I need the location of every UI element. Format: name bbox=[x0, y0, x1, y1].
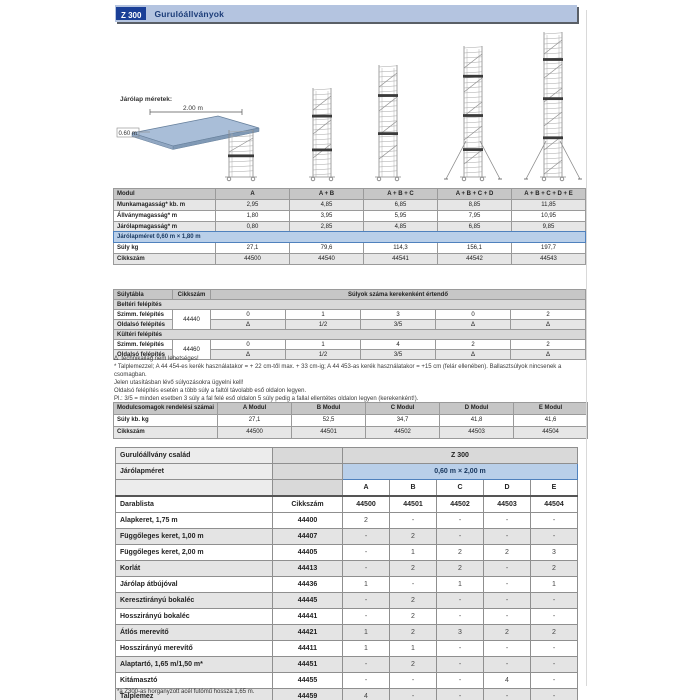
column-header: E Modul bbox=[514, 403, 588, 415]
part-code: 44400 bbox=[273, 513, 343, 529]
value-cell: 4,85 bbox=[290, 200, 364, 211]
value-cell: Δ bbox=[436, 320, 511, 330]
module-column-header: D bbox=[484, 480, 531, 497]
part-qty: - bbox=[531, 529, 578, 545]
part-qty: - bbox=[437, 689, 484, 700]
value-cell: 7,95 bbox=[438, 211, 512, 222]
part-qty: 1 bbox=[531, 577, 578, 593]
parts-table-footnote: *a Z300-as horganyzott acél futómű hossza 1,65 m. bbox=[117, 689, 255, 695]
part-qty: - bbox=[437, 673, 484, 689]
value-cell: 0 bbox=[436, 310, 511, 320]
value-cell: 3 bbox=[361, 310, 436, 320]
part-qty: - bbox=[484, 561, 531, 577]
platform-size-value: 0,60 m × 2,00 m bbox=[343, 464, 578, 480]
value-cell: Δ bbox=[211, 350, 286, 360]
part-qty: - bbox=[343, 561, 390, 577]
column-header: A + B + C + D + E bbox=[512, 189, 586, 200]
product-code-badge: Z 300 bbox=[116, 7, 146, 20]
article-number: 44440 bbox=[173, 310, 211, 330]
part-name: Alapkeret, 1,75 m bbox=[116, 513, 273, 529]
module-column-header: E bbox=[531, 480, 578, 497]
row-label: Szimm. felépítés bbox=[114, 310, 173, 320]
part-qty: 1 bbox=[343, 625, 390, 641]
value-cell: Δ bbox=[211, 320, 286, 330]
platform-dimensions-label: Járólap méretek: bbox=[120, 96, 173, 103]
value-cell: 1,80 bbox=[216, 211, 290, 222]
value-cell: 11,85 bbox=[512, 200, 586, 211]
part-code: 44455 bbox=[273, 673, 343, 689]
value-cell: 1/2 bbox=[286, 320, 361, 330]
value-cell: 6,85 bbox=[364, 200, 438, 211]
platform-label: Járólapméret bbox=[116, 464, 273, 480]
value-cell: 2 bbox=[511, 310, 586, 320]
part-qty: - bbox=[390, 513, 437, 529]
part-code: 44421 bbox=[273, 625, 343, 641]
part-code: 44441 bbox=[273, 609, 343, 625]
part-qty: - bbox=[390, 673, 437, 689]
family-label: Gurulóállvány család bbox=[116, 448, 273, 464]
value-cell: 27,1 bbox=[218, 415, 292, 427]
row-label: Cikkszám bbox=[114, 427, 218, 439]
value-cell: 3,95 bbox=[290, 211, 364, 222]
part-qty: - bbox=[484, 609, 531, 625]
scaffold-illustration-3 bbox=[360, 63, 416, 182]
part-qty: - bbox=[343, 593, 390, 609]
spacer-cell bbox=[273, 480, 343, 497]
value-cell: 2 bbox=[511, 340, 586, 350]
footnote-line: Jelen utasításban lévő súlyozásokra ügyelni kell! bbox=[114, 380, 244, 386]
column-header: A Modul bbox=[218, 403, 292, 415]
part-qty: - bbox=[437, 609, 484, 625]
part-qty: 2 bbox=[531, 561, 578, 577]
cikkszam-label: Cikkszám bbox=[273, 496, 343, 513]
part-qty: 2 bbox=[437, 545, 484, 561]
value-cell: 44500 bbox=[218, 427, 292, 439]
value-cell: 4,85 bbox=[364, 222, 438, 233]
footnote-line: Oldalsó felépítés esetén a több súly a faltól távolabb eső oldalon legyen. bbox=[114, 388, 307, 394]
part-qty: 2 bbox=[531, 625, 578, 641]
part-qty: - bbox=[343, 545, 390, 561]
scaffold-illustration-2 bbox=[294, 86, 350, 182]
part-qty: - bbox=[531, 657, 578, 673]
value-cell: 27,1 bbox=[216, 243, 290, 254]
module-article-number: 44504 bbox=[531, 496, 578, 513]
part-qty: - bbox=[343, 673, 390, 689]
module-article-number: 44503 bbox=[484, 496, 531, 513]
value-cell: 52,5 bbox=[292, 415, 366, 427]
part-code: 44411 bbox=[273, 641, 343, 657]
part-qty: 2 bbox=[390, 593, 437, 609]
part-qty: - bbox=[484, 593, 531, 609]
part-name: Korlát bbox=[116, 561, 273, 577]
part-qty: 1 bbox=[390, 641, 437, 657]
part-qty: - bbox=[390, 689, 437, 700]
part-name: Alaptartó, 1,65 m/1,50 m* bbox=[116, 657, 273, 673]
part-name: Járólap átbújóval bbox=[116, 577, 273, 593]
part-qty: 2 bbox=[343, 513, 390, 529]
part-code: 44451 bbox=[273, 657, 343, 673]
row-label: Oldalsó felépítés bbox=[114, 350, 173, 360]
column-header: A + B bbox=[290, 189, 364, 200]
value-cell: 1/2 bbox=[286, 350, 361, 360]
part-qty: - bbox=[531, 689, 578, 700]
footnotes bbox=[114, 355, 586, 403]
part-qty: 2 bbox=[390, 609, 437, 625]
part-qty: 3 bbox=[531, 545, 578, 561]
part-name: Átlós merevítő bbox=[116, 625, 273, 641]
value-cell: Δ bbox=[511, 320, 586, 330]
part-qty: - bbox=[531, 609, 578, 625]
value-cell: 114,3 bbox=[364, 243, 438, 254]
scaffold-illustration-4 bbox=[441, 44, 505, 182]
part-name: Talplemez bbox=[116, 689, 273, 700]
part-qty: 2 bbox=[390, 625, 437, 641]
part-code: 44413 bbox=[273, 561, 343, 577]
part-name: Hosszirányú bokaléc bbox=[116, 609, 273, 625]
spacer-cell bbox=[273, 448, 343, 464]
part-code: 44445 bbox=[273, 593, 343, 609]
module-article-number: 44502 bbox=[437, 496, 484, 513]
part-qty: - bbox=[437, 641, 484, 657]
value-cell: 44504 bbox=[514, 427, 588, 439]
part-qty: - bbox=[343, 529, 390, 545]
row-label: Szimm. felépítés bbox=[114, 340, 173, 350]
value-cell: 0 bbox=[211, 310, 286, 320]
value-cell: 8,85 bbox=[438, 200, 512, 211]
module-column-header: B bbox=[390, 480, 437, 497]
value-cell: 3/5 bbox=[361, 320, 436, 330]
value-cell: 4 bbox=[361, 340, 436, 350]
value-cell: 41,8 bbox=[440, 415, 514, 427]
part-qty: 2 bbox=[484, 625, 531, 641]
value-cell: 44540 bbox=[290, 254, 364, 265]
page-edge-shadow bbox=[586, 10, 587, 686]
part-qty: 2 bbox=[390, 529, 437, 545]
value-cell: 44500 bbox=[216, 254, 290, 265]
article-number: 44460 bbox=[173, 340, 211, 360]
spacer-cell bbox=[273, 464, 343, 480]
part-qty: 4 bbox=[484, 673, 531, 689]
value-cell: 3/5 bbox=[361, 350, 436, 360]
part-qty: - bbox=[484, 529, 531, 545]
part-code: 44407 bbox=[273, 529, 343, 545]
value-cell: 156,1 bbox=[438, 243, 512, 254]
part-qty: 2 bbox=[437, 561, 484, 577]
part-qty: - bbox=[484, 641, 531, 657]
platform-width-label: 0.60 m bbox=[118, 131, 137, 137]
part-qty: - bbox=[343, 657, 390, 673]
part-qty: - bbox=[531, 593, 578, 609]
column-header: C Modul bbox=[366, 403, 440, 415]
part-qty: - bbox=[531, 641, 578, 657]
scaffold-illustration-1 bbox=[206, 128, 276, 182]
part-qty: - bbox=[531, 513, 578, 529]
value-cell: 6,85 bbox=[438, 222, 512, 233]
value-cell: Δ bbox=[511, 350, 586, 360]
column-header: Modul bbox=[114, 189, 216, 200]
row-label: Súly kg bbox=[114, 243, 216, 254]
module-column-header: C bbox=[437, 480, 484, 497]
part-qty: 1 bbox=[437, 577, 484, 593]
part-qty: - bbox=[437, 513, 484, 529]
value-cell: 0,80 bbox=[216, 222, 290, 233]
scaffold-illustration-5 bbox=[521, 30, 585, 182]
column-header: Súlyok száma kerekenként értendő bbox=[211, 290, 586, 300]
column-header: A + B + C bbox=[364, 189, 438, 200]
value-cell: 44542 bbox=[438, 254, 512, 265]
part-name: Hosszirányú merevítő bbox=[116, 641, 273, 657]
row-label: Állványmagasság* m bbox=[114, 211, 216, 222]
part-qty: 2 bbox=[484, 545, 531, 561]
ballast-weights-table bbox=[113, 289, 586, 360]
part-qty: - bbox=[437, 593, 484, 609]
footnote-line: Δ: technikailag nem lehetséges! bbox=[114, 356, 199, 362]
row-label: Munkamagasság* kb. m bbox=[114, 200, 216, 211]
page-title: Gurulóállványok bbox=[154, 8, 225, 19]
footnote-line: * Talplemezzel; A 44 454-es kerék használatakor = + 22 cm-től max. + 33 cm-ig; A 44 453-as kerék használatakor = +15 cm (felár ellenében). Ballasztsúlyok nincsenek a csomagban. bbox=[114, 364, 562, 378]
column-header: A bbox=[216, 189, 290, 200]
module-heights-table bbox=[113, 188, 586, 233]
part-qty: - bbox=[437, 529, 484, 545]
page-header bbox=[115, 5, 577, 22]
section-header: Kültéri felépítés bbox=[114, 330, 586, 340]
row-label: Oldalsó felépítés bbox=[114, 320, 173, 330]
module-packages-table bbox=[113, 402, 588, 439]
value-cell: 44503 bbox=[440, 427, 514, 439]
row-label: Járólapmagasság* m bbox=[114, 222, 216, 233]
value-cell: 34,7 bbox=[366, 415, 440, 427]
value-cell: 5,95 bbox=[364, 211, 438, 222]
value-cell: 41,6 bbox=[514, 415, 588, 427]
module-article-number: 44500 bbox=[343, 496, 390, 513]
part-qty: 1 bbox=[343, 577, 390, 593]
platform-size-header: Járólapméret 0,60 m × 1,80 m bbox=[114, 232, 586, 243]
row-label: Súly kb. kg bbox=[114, 415, 218, 427]
part-qty: - bbox=[484, 577, 531, 593]
module-column-header: A bbox=[343, 480, 390, 497]
value-cell: 1 bbox=[286, 340, 361, 350]
part-name: Keresztirányú bokaléc bbox=[116, 593, 273, 609]
platform-length-label: 2.00 m bbox=[183, 105, 203, 112]
row-label: Cikkszám bbox=[114, 254, 216, 265]
part-qty: 2 bbox=[390, 561, 437, 577]
column-header: Cikkszám bbox=[173, 290, 211, 300]
part-qty: - bbox=[437, 657, 484, 673]
footnote-line: Pl.: 3/5 = minden esetben 3 súly a fal felé eső oldalon 5 súly pedig a fallal ellentétes oldalon legyen (kerekenként!). bbox=[114, 396, 419, 402]
part-qty: 1 bbox=[343, 641, 390, 657]
value-cell: 2,85 bbox=[290, 222, 364, 233]
column-header: B Modul bbox=[292, 403, 366, 415]
part-code: 44405 bbox=[273, 545, 343, 561]
module-article-number: 44501 bbox=[390, 496, 437, 513]
value-cell: 44502 bbox=[366, 427, 440, 439]
column-header: D Modul bbox=[440, 403, 514, 415]
value-cell: 9,85 bbox=[512, 222, 586, 233]
part-name: Függőleges keret, 1,00 m bbox=[116, 529, 273, 545]
part-name: Függőleges keret, 2,00 m bbox=[116, 545, 273, 561]
table-title: Modulcsomagok rendelési számai bbox=[114, 403, 218, 415]
column-header: A + B + C + D bbox=[438, 189, 512, 200]
spacer-cell bbox=[116, 480, 273, 497]
part-qty: - bbox=[484, 657, 531, 673]
part-qty: 2 bbox=[390, 657, 437, 673]
value-cell: 2,95 bbox=[216, 200, 290, 211]
value-cell: 44543 bbox=[512, 254, 586, 265]
part-qty: - bbox=[343, 609, 390, 625]
part-name: Kitámasztó bbox=[116, 673, 273, 689]
value-cell: 44541 bbox=[364, 254, 438, 265]
part-qty: - bbox=[484, 513, 531, 529]
value-cell: 0 bbox=[211, 340, 286, 350]
value-cell: 79,6 bbox=[290, 243, 364, 254]
part-qty: - bbox=[531, 673, 578, 689]
platform-size-table bbox=[113, 231, 586, 265]
value-cell: 44501 bbox=[292, 427, 366, 439]
section-header: Beltéri felépítés bbox=[114, 300, 586, 310]
part-qty: - bbox=[484, 689, 531, 700]
value-cell: 197,7 bbox=[512, 243, 586, 254]
part-code: 44436 bbox=[273, 577, 343, 593]
family-value: Z 300 bbox=[343, 448, 578, 464]
parts-list-label: Darablista bbox=[116, 496, 273, 513]
value-cell: 1 bbox=[286, 310, 361, 320]
table-title: Súlytábla bbox=[114, 290, 173, 300]
value-cell: 2 bbox=[436, 340, 511, 350]
parts-list-table bbox=[115, 447, 578, 700]
value-cell: 10,95 bbox=[512, 211, 586, 222]
part-qty: 3 bbox=[437, 625, 484, 641]
part-code: 44459 bbox=[273, 689, 343, 700]
value-cell: Δ bbox=[436, 350, 511, 360]
part-qty: - bbox=[390, 577, 437, 593]
part-qty: 1 bbox=[390, 545, 437, 561]
part-qty: 4 bbox=[343, 689, 390, 700]
